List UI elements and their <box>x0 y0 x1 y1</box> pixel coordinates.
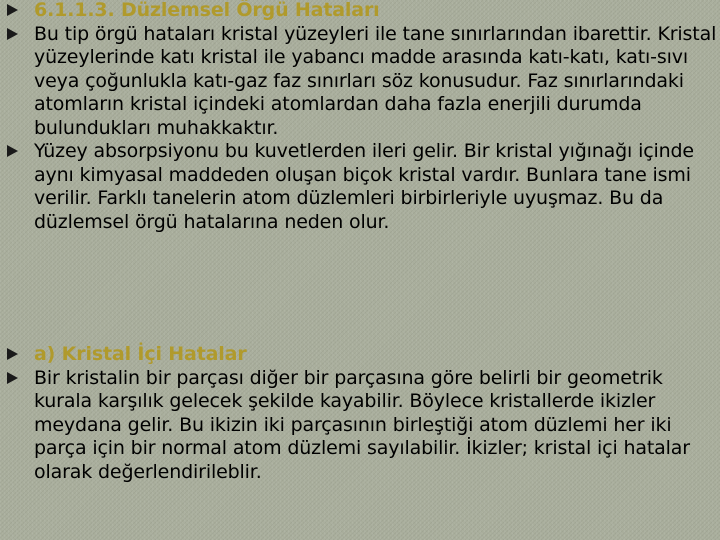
list-item <box>0 140 720 234</box>
section-2 <box>0 343 720 484</box>
arrow-bullet-icon <box>7 348 18 360</box>
arrow-bullet-icon <box>7 145 18 157</box>
section-heading: a) Kristal İçi Hatalar <box>34 343 247 365</box>
arrow-bullet-icon <box>7 28 18 40</box>
paragraph-text: Bir kristalin bir parçası diğer bir parçasına göre belirli bir geometrik kurala karşılık gelecek şekilde kayabilir. Böylece kristallerde ikizler meydana gelir. Bu ikizin iki parçasının birleştiği atom düzlemi her iki parça için bir normal atom düzlemi sayılabilir. İkizler; kristal içi hatalar olarak değerlendirileblir. <box>34 366 690 483</box>
heading-row-1 <box>0 0 720 23</box>
heading-row-2 <box>0 343 720 367</box>
section-1 <box>0 0 720 234</box>
arrow-bullet-icon <box>7 4 18 16</box>
paragraph-text: Yüzey absorpsiyonu bu kuvetlerden ileri gelir. Bir kristal yığınağı içinde aynı kimyasal maddeden oluşan biçok kristal vardır. Bunlara tane ismi verilir. Farklı tanelerin atom düzlemleri birbirleriyle uyuşmaz. Bu da düzlemsel örgü hatalarına neden olur. <box>34 140 694 233</box>
arrow-bullet-icon <box>7 372 18 384</box>
paragraph-text: Bu tip örgü hataları kristal yüzeyleri ile tane sınırlarından ibarettir. Kristal yüzeylerinde katı kristal ile yabancı madde arasında katı-katı, katı-sıvı veya çoğunlukla katı-gaz faz sınırları söz konusudur. Faz sınırlarındaki atomların kristal içindeki atomlardan daha fazla enerjili durumda bulundukları muhakkaktır. <box>34 22 717 139</box>
section-heading: 6.1.1.3. Düzlemsel Örgü Hataları <box>34 0 380 21</box>
list-item <box>0 367 720 485</box>
list-item <box>0 23 720 141</box>
